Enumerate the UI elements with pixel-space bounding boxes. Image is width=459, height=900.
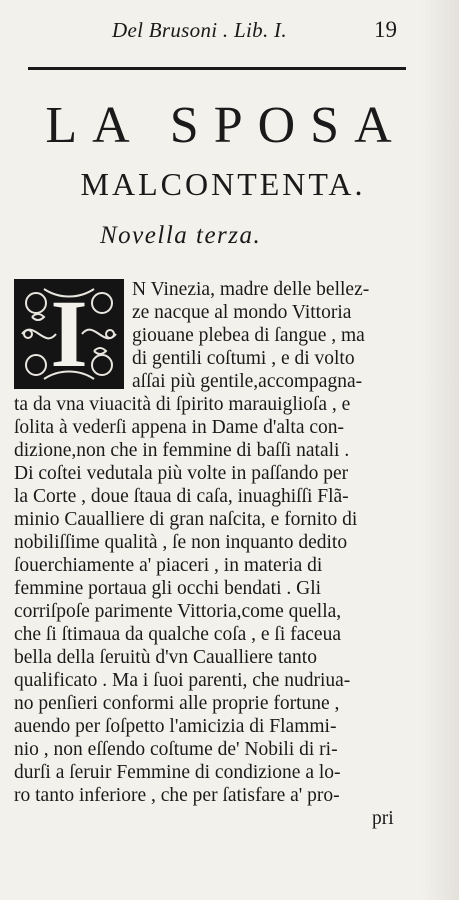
page-number: 19 <box>374 17 397 42</box>
body-line: ſouerchiamente a' piaceri , in materia di <box>14 555 323 576</box>
header-rule <box>28 67 406 70</box>
body-line: giouane plebea di ſangue , ma <box>132 325 365 346</box>
body-line: qualificato . Ma i ſuoi parenti, che nudriua- <box>14 670 351 691</box>
body-line: minio Caualliere di gran naſcita, e fornito di <box>14 509 358 530</box>
body-line: ſolita à vederſi appena in Dame d'alta con- <box>14 417 344 438</box>
body-line: nio , non eſſendo coſtume de' Nobili di ri- <box>14 739 338 760</box>
body-line: no penſieri conformi alle proprie fortune , <box>14 693 340 714</box>
body-line: aſſai più gentile,accompagna- <box>132 371 363 392</box>
chapter-subtitle: Novella terza. <box>100 222 262 249</box>
body-line: che ſi ſtimaua da qualche coſa , e ſi faceua <box>14 624 341 645</box>
title-line-2: MALCONTENTA. <box>80 166 366 202</box>
body-line: bella della ſeruitù d'vn Caualliere tanto <box>14 647 317 668</box>
decorated-initial <box>14 279 124 389</box>
body-line: ta da vna viuacità di ſpirito marauiglioſa , e <box>14 394 351 415</box>
running-head <box>112 18 412 43</box>
body-line: Di coſtei vedutala più volte in paſſando per <box>14 463 349 484</box>
body-line: durſi a ſeruir Femmine di condizione a lo- <box>14 762 341 783</box>
body-line: nobiliſſime qualità , ſe non inquanto dedito <box>14 532 348 553</box>
body-line: corriſpoſe parimente Vittoria,come quella, <box>14 601 342 622</box>
body-line: ze nacque al mondo Vittoria <box>132 302 352 323</box>
drop-cap-letter: I <box>50 280 88 387</box>
running-head-text: Del Brusoni . Lib. I. <box>112 18 287 42</box>
body-line: la Corte , doue ſtaua di caſa, inuaghiſſi Flã- <box>14 486 349 507</box>
body-line: dizione,non che in femmine di baſſi natali . <box>14 440 350 461</box>
body-line: femmine portaua gli occhi bendati . Gli <box>14 578 322 599</box>
body-line: N Vinezia, madre delle bellez- <box>132 279 370 300</box>
catchword: pri <box>372 808 394 829</box>
body-line: ro tanto inferiore , che per ſatisfare a' pro- <box>14 785 340 806</box>
title-line-1: LA SPOSA <box>45 97 407 154</box>
body-line: auendo per ſoſpetto l'amicizia di Flammi- <box>14 716 337 737</box>
body-line: di gentili coſtumi , e di volto <box>132 348 355 369</box>
